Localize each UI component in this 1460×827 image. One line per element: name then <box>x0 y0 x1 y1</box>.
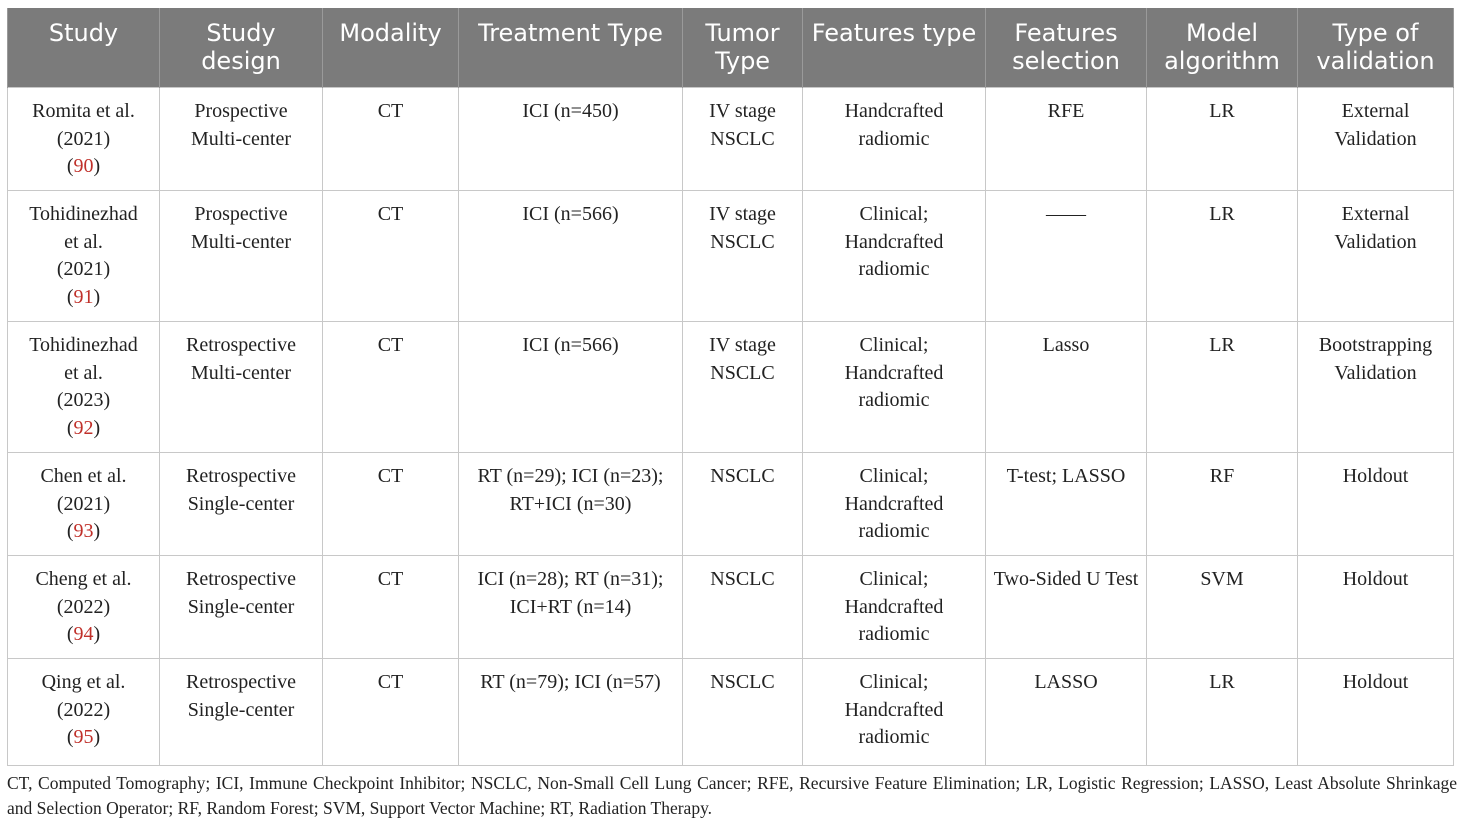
cell-study <box>8 556 160 659</box>
cell-line: NSCLC <box>710 361 775 384</box>
cell-modality: CT <box>323 556 459 659</box>
cell-line: Prospective <box>194 100 288 122</box>
cell-model-algorithm: LR <box>1147 322 1298 453</box>
table-body <box>8 88 1454 766</box>
cell-treatment-type: RT (n=29); ICI (n=23); RT+ICI (n=30) <box>459 453 683 556</box>
cell-line: NSCLC <box>710 568 775 590</box>
reference-link[interactable]: 91 <box>73 285 94 308</box>
cell-features-type <box>803 453 986 556</box>
ref-paren: ( <box>66 623 74 645</box>
cell-line: Clinical; <box>859 568 929 590</box>
cell-line: NSCLC <box>710 465 775 487</box>
cell-line: (2022) <box>56 698 111 721</box>
cell-line: NSCLC <box>710 127 775 150</box>
cell-model-algorithm: LR <box>1147 191 1298 322</box>
cell-line: Retrospective <box>186 671 296 693</box>
cell-features-selection: Lasso <box>986 322 1147 453</box>
cell-line: Handcrafted <box>844 230 944 253</box>
ref-paren: ) <box>93 623 101 645</box>
cell-line: Chen et al. <box>40 465 127 487</box>
cell-features-type <box>803 88 986 191</box>
reference-link[interactable]: 90 <box>73 155 94 177</box>
cell-line: Handcrafted <box>844 595 944 618</box>
cell-study <box>8 322 160 453</box>
ref-paren: ) <box>93 520 101 542</box>
cell-modality: CT <box>323 322 459 453</box>
cell-study-design <box>160 88 323 191</box>
cell-line: Validation <box>1334 127 1417 150</box>
ref-paren: ) <box>93 726 101 748</box>
cell-type-of-validation <box>1298 88 1454 191</box>
cell-line: Retrospective <box>186 334 296 356</box>
cell-features-selection: T-test; LASSO <box>986 453 1147 556</box>
table-row <box>8 322 1454 453</box>
cell-line: Single-center <box>187 595 295 618</box>
header-treatment-type: Treatment Type <box>459 8 683 88</box>
cell-features-type <box>803 556 986 659</box>
cell-line: radiomic <box>858 389 930 411</box>
cell-line: (2023) <box>56 389 111 411</box>
cell-line: Handcrafted <box>844 100 944 122</box>
header-modality: Modality <box>323 8 459 88</box>
cell-line: External <box>1341 203 1410 225</box>
cell-type-of-validation <box>1298 659 1454 766</box>
cell-line: Clinical; <box>859 465 929 487</box>
cell-line: Bootstrapping <box>1318 334 1433 356</box>
cell-model-algorithm: RF <box>1147 453 1298 556</box>
cell-modality: CT <box>323 659 459 766</box>
cell-line: Holdout <box>1342 568 1409 590</box>
cell-model-algorithm: LR <box>1147 88 1298 191</box>
cell-line: Clinical; <box>859 334 929 356</box>
cell-study-design <box>160 659 323 766</box>
cell-study-design <box>160 322 323 453</box>
cell-line: radiomic <box>858 127 930 150</box>
cell-line: Holdout <box>1342 671 1409 693</box>
cell-line: NSCLC <box>710 230 775 253</box>
cell-line: Validation <box>1334 230 1417 253</box>
cell-tumor-type <box>683 556 803 659</box>
cell-line: radiomic <box>858 623 930 645</box>
cell-line: et al. <box>64 230 103 253</box>
table-row <box>8 556 1454 659</box>
cell-line: Holdout <box>1342 465 1409 487</box>
cell-line: Qing et al. <box>41 671 126 693</box>
ref-paren: ) <box>93 155 101 177</box>
cell-line: Retrospective <box>186 568 296 590</box>
cell-line: IV stage <box>709 334 776 356</box>
cell-type-of-validation <box>1298 453 1454 556</box>
cell-line: Clinical; <box>859 203 929 225</box>
cell-model-algorithm: LR <box>1147 659 1298 766</box>
ref-paren: ) <box>93 285 101 308</box>
cell-line: Cheng et al. <box>35 568 132 590</box>
cell-modality: CT <box>323 191 459 322</box>
ref-paren: ( <box>66 155 74 177</box>
cell-features-type <box>803 659 986 766</box>
cell-line: Handcrafted <box>844 698 944 721</box>
header-study: Study <box>8 8 160 88</box>
table-header <box>8 8 1454 88</box>
cell-features-type <box>803 191 986 322</box>
cell-line: Handcrafted <box>844 361 944 384</box>
cell-features-type <box>803 322 986 453</box>
header-tumor-type: Tumor Type <box>683 8 803 88</box>
studies-table <box>7 8 1454 766</box>
table-row <box>8 453 1454 556</box>
cell-line: IV stage <box>709 203 776 225</box>
cell-type-of-validation <box>1298 191 1454 322</box>
cell-tumor-type <box>683 659 803 766</box>
cell-line: Clinical; <box>859 671 929 693</box>
cell-line: Handcrafted <box>844 492 944 515</box>
cell-study-design <box>160 191 323 322</box>
cell-line: (2022) <box>56 595 111 618</box>
cell-line: Tohidinezhad <box>29 334 138 356</box>
cell-study <box>8 191 160 322</box>
table-footnote: CT, Computed Tomography; ICI, Immune Checkpoint Inhibitor; NSCLC, Non-Small Cell Lung Cancer; RFE, Recursive Feature Elimination; LR, Logistic Regression; LASSO, Least Absolute Shrinkage and Selection Operator; RF, Random Forest; SVM, Support Vector Machine; RT, Radiation Therapy. <box>7 773 1457 818</box>
table-row <box>8 88 1454 191</box>
cell-tumor-type <box>683 191 803 322</box>
cell-treatment-type: RT (n=79); ICI (n=57) <box>459 659 683 766</box>
ref-paren: ( <box>66 285 74 308</box>
header-features-type: Features type <box>803 8 986 88</box>
cell-line: Retrospective <box>186 465 296 487</box>
cell-line: Multi-center <box>191 230 291 253</box>
reference-link[interactable]: 95 <box>73 726 94 748</box>
cell-study-design <box>160 453 323 556</box>
reference-link[interactable]: 93 <box>73 520 94 542</box>
studies-table-container <box>7 8 1453 766</box>
cell-tumor-type <box>683 322 803 453</box>
cell-line: radiomic <box>858 520 930 542</box>
header-type-of-validation: Type of validation <box>1298 8 1454 88</box>
cell-study <box>8 453 160 556</box>
cell-line: Multi-center <box>191 127 291 150</box>
cell-type-of-validation <box>1298 322 1454 453</box>
cell-line: et al. <box>64 361 103 384</box>
cell-line: radiomic <box>858 726 930 748</box>
header-features-selection: Features selection <box>986 8 1147 88</box>
cell-study <box>8 659 160 766</box>
cell-modality: CT <box>323 453 459 556</box>
cell-line: radiomic <box>858 258 930 280</box>
cell-line: Romita et al. <box>32 100 135 122</box>
reference-link[interactable]: 94 <box>73 623 94 645</box>
ref-paren: ( <box>66 416 74 439</box>
cell-line: Single-center <box>187 492 295 515</box>
cell-study <box>8 88 160 191</box>
cell-features-selection: RFE <box>986 88 1147 191</box>
cell-line: Validation <box>1334 361 1417 384</box>
cell-treatment-type: ICI (n=566) <box>459 322 683 453</box>
cell-features-selection: —— <box>986 191 1147 322</box>
cell-line: (2021) <box>56 258 111 280</box>
cell-tumor-type <box>683 453 803 556</box>
cell-features-selection: Two-Sided U Test <box>986 556 1147 659</box>
ref-paren: ) <box>93 416 101 439</box>
cell-treatment-type: ICI (n=450) <box>459 88 683 191</box>
cell-line: External <box>1341 100 1410 122</box>
cell-treatment-type: ICI (n=28); RT (n=31); ICI+RT (n=14) <box>459 556 683 659</box>
cell-line: Multi-center <box>191 361 291 384</box>
ref-paren: ( <box>66 726 74 748</box>
table-row <box>8 659 1454 766</box>
cell-treatment-type: ICI (n=566) <box>459 191 683 322</box>
cell-line: Prospective <box>194 203 288 225</box>
table-row <box>8 191 1454 322</box>
header-model-algorithm: Model algorithm <box>1147 8 1298 88</box>
cell-line: (2021) <box>56 127 111 150</box>
cell-line: Tohidinezhad <box>29 203 138 225</box>
reference-link[interactable]: 92 <box>73 416 94 439</box>
cell-study-design <box>160 556 323 659</box>
cell-line: Single-center <box>187 698 295 721</box>
cell-tumor-type <box>683 88 803 191</box>
cell-features-selection: LASSO <box>986 659 1147 766</box>
ref-paren: ( <box>66 520 74 542</box>
cell-type-of-validation <box>1298 556 1454 659</box>
cell-line: IV stage <box>709 100 776 122</box>
cell-modality: CT <box>323 88 459 191</box>
cell-line: (2021) <box>56 492 111 515</box>
cell-line: NSCLC <box>710 671 775 693</box>
cell-model-algorithm: SVM <box>1147 556 1298 659</box>
header-study-design: Study design <box>160 8 323 88</box>
